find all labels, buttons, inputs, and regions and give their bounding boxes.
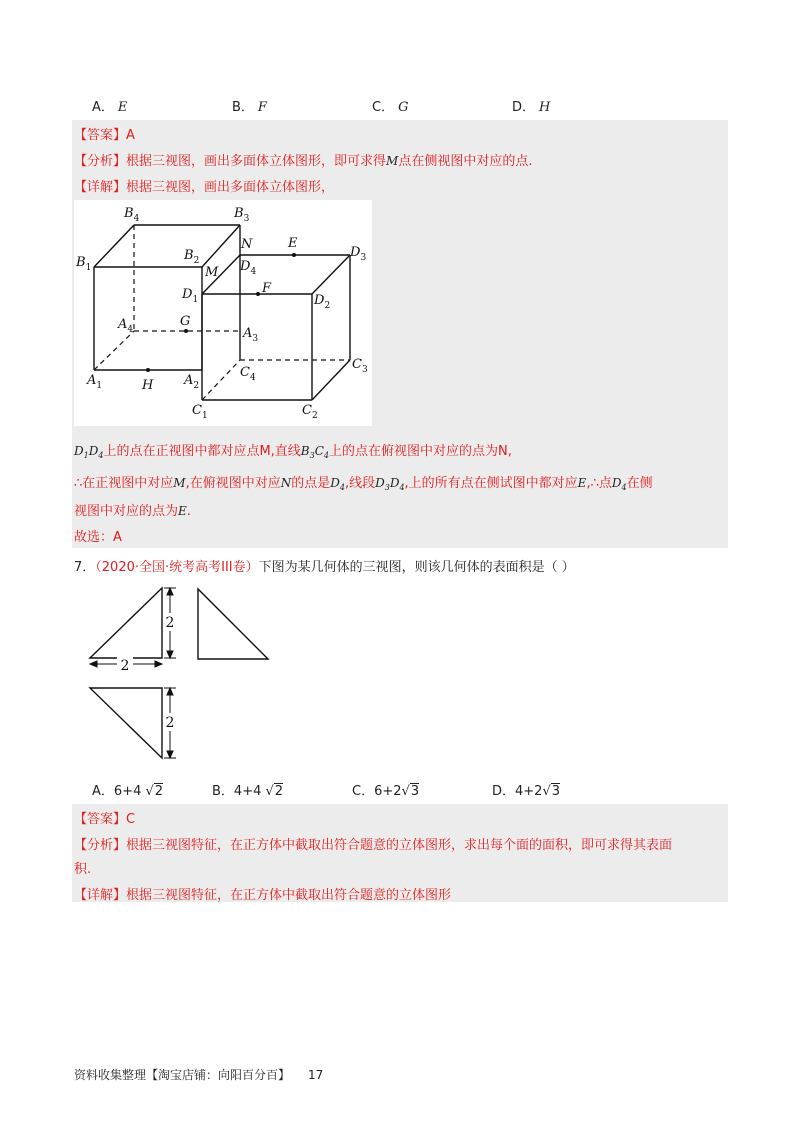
detail-line-b: ∴在正视图中对应M,在俯视图中对应N的点是$D_4$,线段$D_3D_4$,上的所有点在侧试图中都对应E,∴点$D_4$在侧 xyxy=(74,476,653,492)
option-d: D． H xyxy=(512,100,551,115)
analysis-line-1: 【分析】根据三视图，画出多面体立体图形，即可求得M点在侧视图中对应的点. xyxy=(74,154,533,169)
q7-option-a: A．6+4 √2 xyxy=(92,784,164,799)
detail-line-1: 【详解】根据三视图，画出多面体立体图形， xyxy=(74,180,335,195)
label-g: G xyxy=(180,314,191,329)
label-m: M xyxy=(205,265,219,280)
analysis-line-2-cont: 积. xyxy=(74,862,92,877)
q7-option-c: C．6+2√3 xyxy=(352,784,420,799)
label-a4: $A_4$ xyxy=(118,317,134,335)
label-c1: $C_1$ xyxy=(192,403,208,421)
label-b1: $B_1$ xyxy=(76,255,92,273)
page-number: 17 xyxy=(308,1068,324,1082)
option-c: C． G xyxy=(372,100,409,115)
label-b3: $B_3$ xyxy=(234,206,250,224)
label-d4: $D_4$ xyxy=(240,259,257,277)
label-c3: $C_3$ xyxy=(352,357,368,375)
label-c2: $C_2$ xyxy=(302,403,318,421)
analysis-line-2: 【分析】根据三视图特征，在正方体中截取出符合题意的立体图形，求出每个面的面积，即可求得其表面 xyxy=(74,838,673,853)
label-h: H xyxy=(142,378,154,393)
top-height-label: 2 xyxy=(165,715,175,731)
detail-line-c: 视图中对应的点为E. xyxy=(74,504,191,519)
front-height-label: 2 xyxy=(165,615,175,631)
choice-line-1: 故选：A xyxy=(74,530,122,545)
footer-source: 资料收集整理【淘宝店铺：向阳百分百】 xyxy=(74,1068,291,1082)
option-b: B． F xyxy=(232,100,267,115)
front-base-label: 2 xyxy=(120,658,130,672)
q7-option-d: D．4+2√3 xyxy=(492,784,561,799)
label-d1: $D_1$ xyxy=(182,287,199,305)
front-view-figure xyxy=(86,582,180,672)
label-a2: $A_2$ xyxy=(184,373,200,391)
label-a3: $A_3$ xyxy=(243,326,259,344)
q7-option-b: B．4+4 √2 xyxy=(212,784,284,799)
question-7: 7．（2020·全国·统考高考III卷）下图为某几何体的三视图，则该几何体的表面积是（ ） xyxy=(74,560,575,575)
answer-line-2: 【答案】C xyxy=(74,812,136,827)
label-d2: $D_2$ xyxy=(314,293,331,311)
label-a1: $A_1$ xyxy=(87,373,103,391)
label-d3: $D_3$ xyxy=(350,245,367,263)
top-view-figure xyxy=(86,684,180,764)
side-view-figure xyxy=(194,585,274,665)
detail-line-a: $D_1D_4$上的点在正视图中都对应点M,直线$B_3C_4$上的点在俯视图中对应的点为N, xyxy=(74,444,512,460)
label-f: F xyxy=(262,281,272,296)
label-n: N xyxy=(241,237,253,252)
label-b2: $B_2$ xyxy=(184,248,200,266)
label-e: E xyxy=(288,236,298,251)
detail-line-2: 【详解】根据三视图特征，在正方体中截取出符合题意的立体图形 xyxy=(74,888,452,903)
cube-diagram xyxy=(74,200,372,426)
label-c4: $C_4$ xyxy=(240,365,256,383)
answer-line-1: 【答案】A xyxy=(74,128,135,143)
option-a: A． E xyxy=(92,100,128,115)
page-footer xyxy=(74,1066,341,1083)
label-b4: $B_4$ xyxy=(124,206,140,224)
